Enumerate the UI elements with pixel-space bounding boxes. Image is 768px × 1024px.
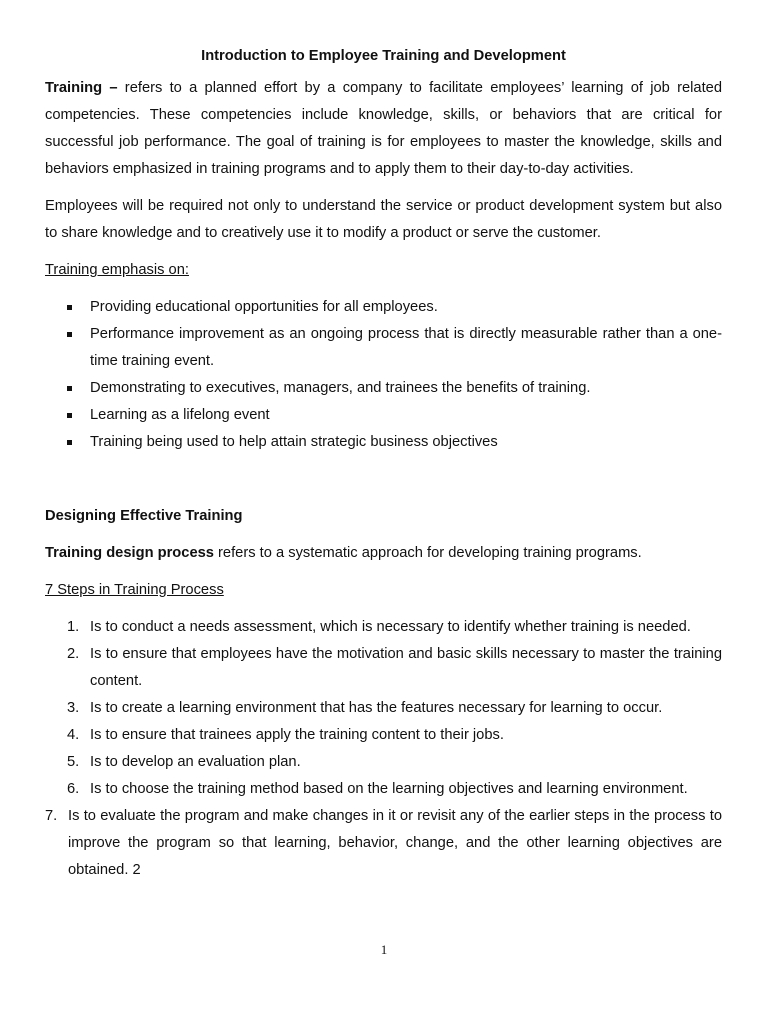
- training-term: Training –: [45, 80, 118, 96]
- step-number: 5.: [67, 754, 80, 770]
- list-item: 6. Is to choose the training method based on the learning objectives and learning environment.: [45, 776, 722, 803]
- training-emphasis-label: Training emphasis on:: [45, 262, 189, 278]
- list-item: Performance improvement as an ongoing process that is directly measurable rather than a one-time training event.: [45, 321, 722, 375]
- list-item: 4. Is to ensure that trainees apply the training content to their jobs.: [45, 722, 722, 749]
- bullet-square-icon: [67, 413, 72, 418]
- step-number: 3.: [67, 700, 80, 716]
- step-number: 2.: [67, 646, 80, 662]
- step-number: 1.: [67, 619, 80, 635]
- list-item: Demonstrating to executives, managers, and trainees the benefits of training.: [45, 375, 722, 402]
- step-number: 7.: [45, 808, 58, 824]
- training-definition-text: refers to a planned effort by a company to facilitate employees’ learning of job related competencies. These competencies include knowledge, skills, or behaviors that are critical for successful job performance. The goal of training is for employees to master the knowledge, skills and behaviors emphasized in training programs and to apply them to their day-to-day activities.: [45, 80, 722, 177]
- step-number: 4.: [67, 727, 80, 743]
- design-term: Training design process: [45, 545, 214, 561]
- training-definition: [45, 75, 722, 183]
- design-definition: [45, 540, 722, 567]
- employees-paragraph: Employees will be required not only to understand the service or product development system but also to share knowledge and to creatively use it to modify a product or serve the customer.: [45, 198, 722, 241]
- bullet-square-icon: [67, 332, 72, 337]
- list-item: Training being used to help attain strategic business objectives: [45, 429, 722, 456]
- list-item: Learning as a lifelong event: [45, 402, 722, 429]
- page-number: 1: [380, 942, 388, 957]
- list-item: 3. Is to create a learning environment that has the features necessary for learning to occur.: [45, 695, 722, 722]
- steps-label: 7 Steps in Training Process: [45, 582, 224, 598]
- training-emphasis-list: [45, 294, 722, 456]
- training-steps-list: [45, 614, 722, 884]
- step-number: 6.: [67, 781, 80, 797]
- list-item: 5. Is to develop an evaluation plan.: [45, 749, 722, 776]
- list-item: 1. Is to conduct a needs assessment, which is necessary to identify whether training is needed.: [45, 614, 722, 641]
- list-item: Providing educational opportunities for all employees.: [45, 294, 722, 321]
- list-item: 2. Is to ensure that employees have the motivation and basic skills necessary to master the training content.: [45, 641, 722, 695]
- document-title: Introduction to Employee Training and Development: [201, 48, 566, 64]
- design-definition-text: refers to a systematic approach for developing training programs.: [213, 545, 642, 561]
- bullet-square-icon: [67, 386, 72, 391]
- section-heading: Designing Effective Training: [45, 508, 243, 524]
- list-item: 7. Is to evaluate the program and make changes in it or revisit any of the earlier steps in the process to improve the program so that learning, behavior, change, and the other learning objectives are obtained. 2: [45, 803, 722, 884]
- bullet-square-icon: [67, 440, 72, 445]
- bullet-square-icon: [67, 305, 72, 310]
